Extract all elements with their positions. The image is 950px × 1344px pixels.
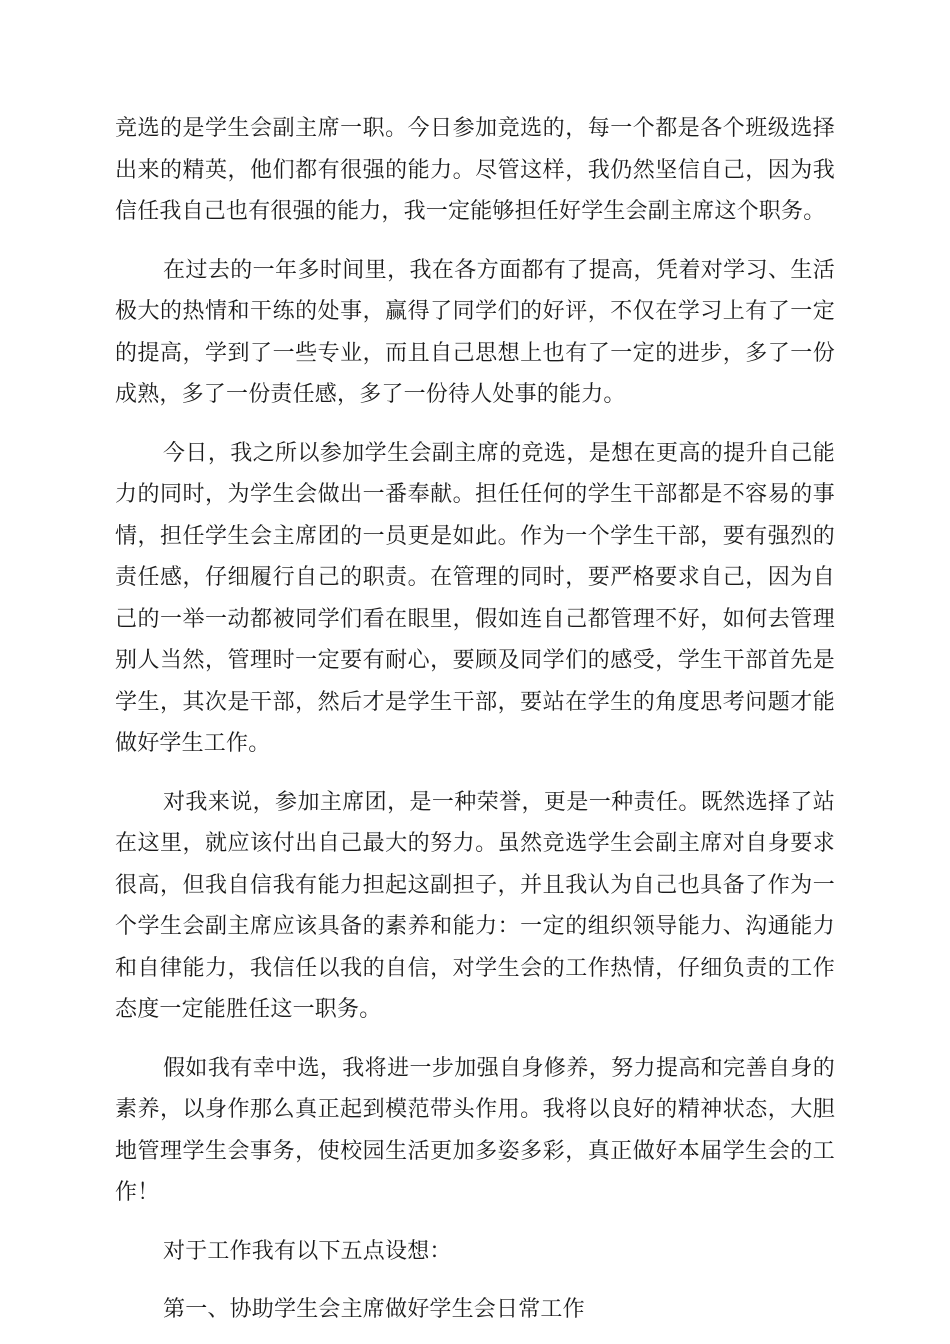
paragraph-2: 在过去的一年多时间里，我在各方面都有了提高，凭着对学习、生活极大的热情和干练的处事，赢得了同学们的好评，不仅在学习上有了一定的提高，学到了一些专业，而且自己思想上也有了一定的进步，多了一份成熟，多了一份责任感，多了一份待人处事的能力。	[115, 257, 835, 407]
document-body	[115, 108, 835, 1344]
paragraph-5: 假如我有幸中选，我将进一步加强自身修养，努力提高和完善自身的素养，以身作那么真正起到模范带头作用。我将以良好的精神状态，大胆地管理学生会事务，使校园生活更加多姿多彩，真正做好本届学生会的工作！	[115, 1055, 835, 1205]
paragraph-7: 第一、协助学生会主席做好学生会日常工作	[163, 1297, 585, 1322]
paragraph-1: 竞选的是学生会副主席一职。今日参加竞选的，每一个都是各个班级选择出来的精英，他们都有很强的能力。尽管这样，我仍然坚信自己，因为我信任我自己也有很强的能力，我一定能够担任好学生会副主席这个职务。	[115, 116, 835, 224]
paragraph-3: 今日，我之所以参加学生会副主席的竞选，是想在更高的提升自己能力的同时，为学生会做出一番奉献。担任任何的学生干部都是不容易的事情，担任学生会主席团的一员更是如此。作为一个学生干部，要有强烈的责任感，仔细履行自己的职责。在管理的同时，要严格要求自己，因为自己的一举一动都被同学们看在眼里，假如连自己都管理不好，如何去管理别人当然，管理时一定要有耐心，要顾及同学们的感受，学生干部首先是学生，其次是干部，然后才是学生干部，要站在学生的角度思考问题才能做好学生工作。	[115, 440, 835, 756]
paragraph-6: 对于工作我有以下五点设想：	[163, 1238, 452, 1264]
paragraph-4: 对我来说，参加主席团，是一种荣誉，更是一种责任。既然选择了站在这里，就应该付出自己最大的努力。虽然竞选学生会副主席对自身要求很高，但我自信我有能力担起这副担子，并且我认为自己也具备了作为一个学生会副主席应该具备的素养和能力：一定的组织领导能力、沟通能力和自律能力，我信任以我的自信，对学生会的工作热情，仔细负责的工作态度一定能胜任这一职务。	[115, 789, 835, 1022]
